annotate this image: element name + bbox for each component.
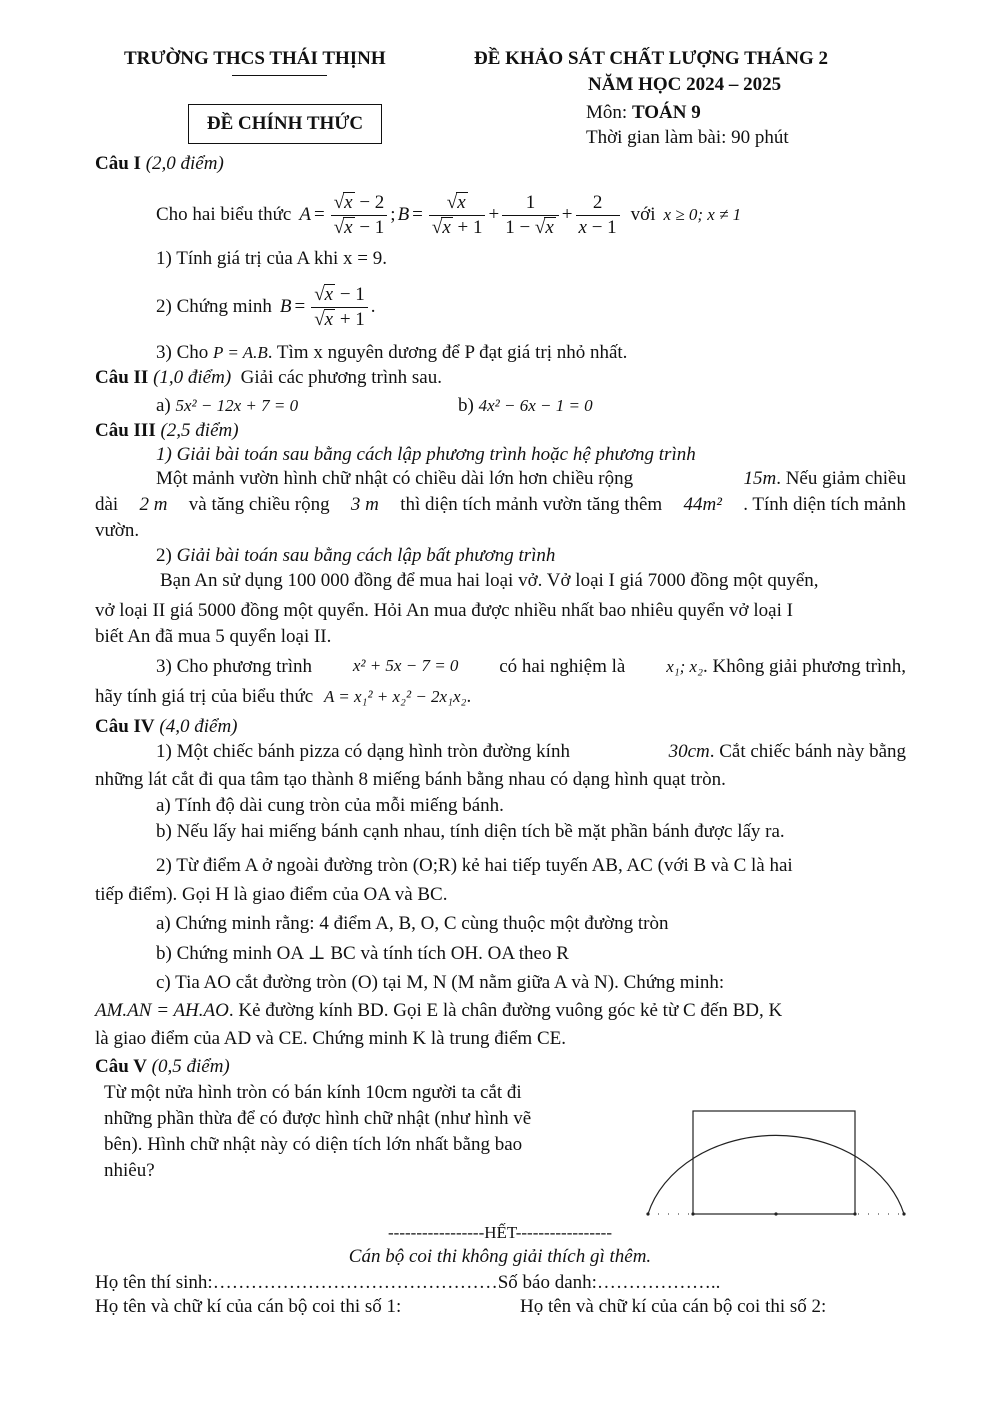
proctor-2-signature: Họ tên và chữ kí của cán bộ coi thi số 2: bbox=[520, 1296, 827, 1317]
q4-part2-a: a) Chứng minh rằng: 4 điểm A, B, O, C cùng thuộc một đường tròn bbox=[156, 913, 669, 934]
q1-expressions: Cho hai biểu thức A = $\frac{√x - 2}{√x - 1}$ ; B = $\frac{√x}{√x + 1}$ + $\frac{1}{1 - √x}$ + $\frac{2}{x - 1}$ với x ≥ 0; x ≠ 1 bbox=[156, 191, 742, 238]
q3-p3-text-4: hãy tính giá trị của biểu thức bbox=[95, 686, 314, 707]
point-right bbox=[902, 1212, 905, 1215]
q3-part1-title: 1) Giải bài toán sau bằng cách lập phương trình hoặc hệ phương trình bbox=[156, 444, 696, 465]
inscribed-rectangle bbox=[693, 1111, 855, 1214]
q1-title: Câu I bbox=[95, 153, 141, 174]
q3-points: (2,5 điểm) bbox=[160, 420, 239, 441]
q1-part3-suffix: . Tìm x nguyên dương để P đạt giá trị nhỏ nhất. bbox=[267, 342, 628, 363]
q3-part1-line1 bbox=[156, 468, 906, 490]
q3-text-5: thì diện tích mảnh vườn tăng thêm bbox=[400, 494, 663, 515]
q2-points: (1,0 điểm) bbox=[153, 367, 232, 388]
q2-b-label: b) bbox=[458, 395, 474, 416]
q4-c-expr: AM.AN = AH.AO bbox=[95, 1000, 229, 1021]
q2-b-eq: 4x² − 6x − 1 = 0 bbox=[478, 396, 593, 415]
q3-part3-line1 bbox=[156, 656, 906, 678]
q3-text-3: dài bbox=[95, 494, 119, 515]
q3-part3-line2: hãy tính giá trị của biểu thức A = x₁² + x₂² − 2x₁x₂. bbox=[95, 686, 472, 707]
point-left bbox=[646, 1212, 649, 1215]
q4-c-text-2: . Kẻ đường kính BD. Gọi E là chân đường vuông góc kẻ từ C đến BD, K bbox=[228, 1000, 783, 1021]
point-rect-br bbox=[853, 1212, 856, 1215]
q3-v2: 2 m bbox=[139, 494, 168, 515]
school-name: TRƯỜNG THCS THÁI THỊNH bbox=[124, 48, 386, 69]
expr-a-fraction: $\frac{√x - 2}{√x - 1}$ bbox=[331, 191, 388, 240]
exam-title: ĐỀ KHẢO SÁT CHẤT LƯỢNG THÁNG 2 bbox=[474, 48, 829, 69]
q2-a-eq: 5x² − 12x + 7 = 0 bbox=[175, 396, 299, 415]
q1-points: (2,0 điểm) bbox=[145, 153, 224, 174]
q2-part-a bbox=[156, 395, 298, 417]
q5-line3: bên). Hình chữ nhật này có diện tích lớn nhất bằng bao bbox=[104, 1134, 523, 1155]
candidate-info-line: Họ tên thí sinh:………………………………………Số báo danh:……………….. bbox=[95, 1272, 721, 1293]
q1-part2-prefix: 2) Chứng minh bbox=[156, 296, 272, 317]
q1-heading bbox=[95, 153, 224, 175]
q3-part2-title bbox=[156, 545, 555, 567]
q1-condition: x ≥ 0; x ≠ 1 bbox=[663, 205, 742, 224]
expr-b-term3: $\frac{2}{x - 1}$ bbox=[576, 191, 620, 240]
expr-b-term1: $\frac{√x}{√x + 1}$ bbox=[429, 191, 486, 240]
q2-intro: Giải các phương trình sau. bbox=[240, 367, 442, 388]
q1-intro: Cho hai biểu thức bbox=[156, 204, 292, 225]
q3-p3-text-1: 3) Cho phương trình bbox=[156, 656, 312, 677]
q5-line1: Từ một nửa hình tròn có bán kính 10cm người ta cắt đi bbox=[104, 1082, 522, 1103]
q1-part3-prefix: 3) Cho bbox=[156, 342, 209, 363]
expr-b-term2: $\frac{1}{1 - √x}$ bbox=[502, 191, 559, 240]
q3-text-6: . Tính diện tích mảnh bbox=[743, 494, 906, 515]
q3-part2-num: 2) bbox=[156, 545, 172, 566]
q4-part1-b: b) Nếu lấy hai miếng bánh cạnh nhau, tính diện tích bề mặt phần bánh được lấy ra. bbox=[156, 821, 785, 842]
point-rect-bl bbox=[691, 1212, 694, 1215]
q3-title: Câu III bbox=[95, 420, 156, 441]
q3-text-4: và tăng chiều rộng bbox=[188, 494, 330, 515]
q4-part1-line2: những lát cắt đi qua tâm tạo thành 8 miếng bánh bằng nhau có dạng hình quạt tròn. bbox=[95, 769, 726, 790]
subject-line bbox=[586, 102, 701, 124]
school-underline bbox=[232, 75, 327, 76]
q3-part1-line3: vườn. bbox=[95, 520, 140, 541]
q4-part1-line1 bbox=[156, 741, 906, 763]
point-center bbox=[774, 1212, 777, 1215]
q4-part2-c-line1: c) Tia AO cắt đường tròn (O) tại M, N (M nằm giữa A và N). Chứng minh: bbox=[156, 972, 725, 993]
q4-v1: 30cm bbox=[668, 741, 710, 762]
q3-v1: 15m bbox=[743, 468, 777, 489]
official-label: ĐỀ CHÍNH THỨC bbox=[188, 104, 382, 144]
q3-part2-line3: biết An đã mua 5 quyển loại II. bbox=[95, 626, 332, 647]
q4-text-1: 1) Một chiếc bánh pizza có dạng hình tròn đường kính bbox=[156, 741, 570, 762]
q3-heading bbox=[95, 420, 239, 442]
subject-label: Môn: bbox=[586, 102, 632, 123]
q3-part2-title-text: Giải bài toán sau bằng cách lập bất phương trình bbox=[176, 545, 556, 566]
q3-p3-eq: x² + 5x − 7 = 0 bbox=[352, 656, 459, 675]
end-mark-text: -----------------HẾT----------------- bbox=[388, 1223, 612, 1242]
q3-p3-expr: A = x₁² + x₂² − 2x₁x₂ bbox=[323, 687, 467, 706]
q2-a-label: a) bbox=[156, 395, 171, 416]
q1-part3 bbox=[156, 342, 627, 364]
duration: Thời gian làm bài: 90 phút bbox=[586, 127, 789, 148]
q4-text-2: . Cắt chiếc bánh này bằng bbox=[709, 741, 906, 762]
q1-part1: 1) Tính giá trị của A khi x = 9. bbox=[156, 248, 387, 269]
q3-p3-text-3: . Không giải phương trình, bbox=[703, 656, 906, 677]
proof-b-fraction: $\frac{√x - 1}{√x + 1}$ bbox=[311, 283, 368, 332]
q4-title: Câu IV bbox=[95, 716, 155, 737]
q4-points: (4,0 điểm) bbox=[159, 716, 238, 737]
q3-text-1: Một mảnh vườn hình chữ nhật có chiều dài lớn hơn chiều rộng bbox=[156, 468, 634, 489]
q3-text-2: . Nếu giảm chiều bbox=[776, 468, 906, 489]
end-mark bbox=[0, 1222, 1000, 1244]
q2-heading bbox=[95, 367, 442, 389]
q4-part1-a: a) Tính độ dài cung tròn của mỗi miếng bánh. bbox=[156, 795, 504, 816]
q3-p3-roots: x₁; x₂ bbox=[666, 657, 704, 676]
q4-heading bbox=[95, 716, 238, 738]
q2-part-b bbox=[458, 395, 593, 417]
semicircle-rectangle-figure bbox=[640, 1080, 920, 1225]
q5-line2: những phần thừa để có được hình chữ nhật (như hình vẽ bbox=[104, 1108, 532, 1129]
school-year: NĂM HỌC 2024 – 2025 bbox=[588, 74, 782, 95]
q3-v4: 44m² bbox=[683, 494, 722, 515]
q1-part3-expr: P = A.B bbox=[213, 343, 268, 362]
q4-part2-line2: tiếp điểm). Gọi H là giao điểm của OA và BC. bbox=[95, 884, 448, 905]
q5-heading bbox=[95, 1056, 230, 1078]
q4-part2-b: b) Chứng minh OA ⊥ BC và tính tích OH. OA theo R bbox=[156, 943, 569, 964]
q4-part2-c-line3: là giao điểm của AD và CE. Chứng minh K là trung điểm CE. bbox=[95, 1028, 566, 1049]
proctor-1-signature: Họ tên và chữ kí của cán bộ coi thi số 1: bbox=[95, 1296, 402, 1317]
q2-title: Câu II bbox=[95, 367, 149, 388]
q3-part1-line2 bbox=[95, 494, 906, 516]
q5-line4: nhiêu? bbox=[104, 1160, 155, 1181]
q1-part2: 2) Chứng minh B = $\frac{√x - 1}{√x + 1}$ . bbox=[156, 283, 376, 330]
q3-part2-line2: vở loại II giá 5000 đồng một quyển. Hỏi An mua được nhiều nhất bao nhiêu quyển vở loại I bbox=[95, 600, 793, 621]
semicircle-arc bbox=[648, 1135, 904, 1214]
q3-part2-line1: Bạn An sử dụng 100 000 đồng để mua hai loại vở. Vở loại I giá 7000 đồng một quyển, bbox=[160, 570, 819, 591]
q3-v3: 3 m bbox=[350, 494, 379, 515]
q5-title: Câu V bbox=[95, 1056, 147, 1077]
q1-with: với bbox=[630, 204, 656, 225]
q5-points: (0,5 điểm) bbox=[151, 1056, 230, 1077]
footer-note: Cán bộ coi thi không giải thích gì thêm. bbox=[348, 1246, 652, 1267]
q4-part2-line1: 2) Từ điểm A ở ngoài đường tròn (O;R) kẻ hai tiếp tuyến AB, AC (với B và C là hai bbox=[156, 855, 793, 876]
subject-value: TOÁN 9 bbox=[631, 102, 701, 123]
q3-p3-text-2: có hai nghiệm là bbox=[499, 656, 626, 677]
q4-part2-c-line2 bbox=[95, 1000, 782, 1022]
